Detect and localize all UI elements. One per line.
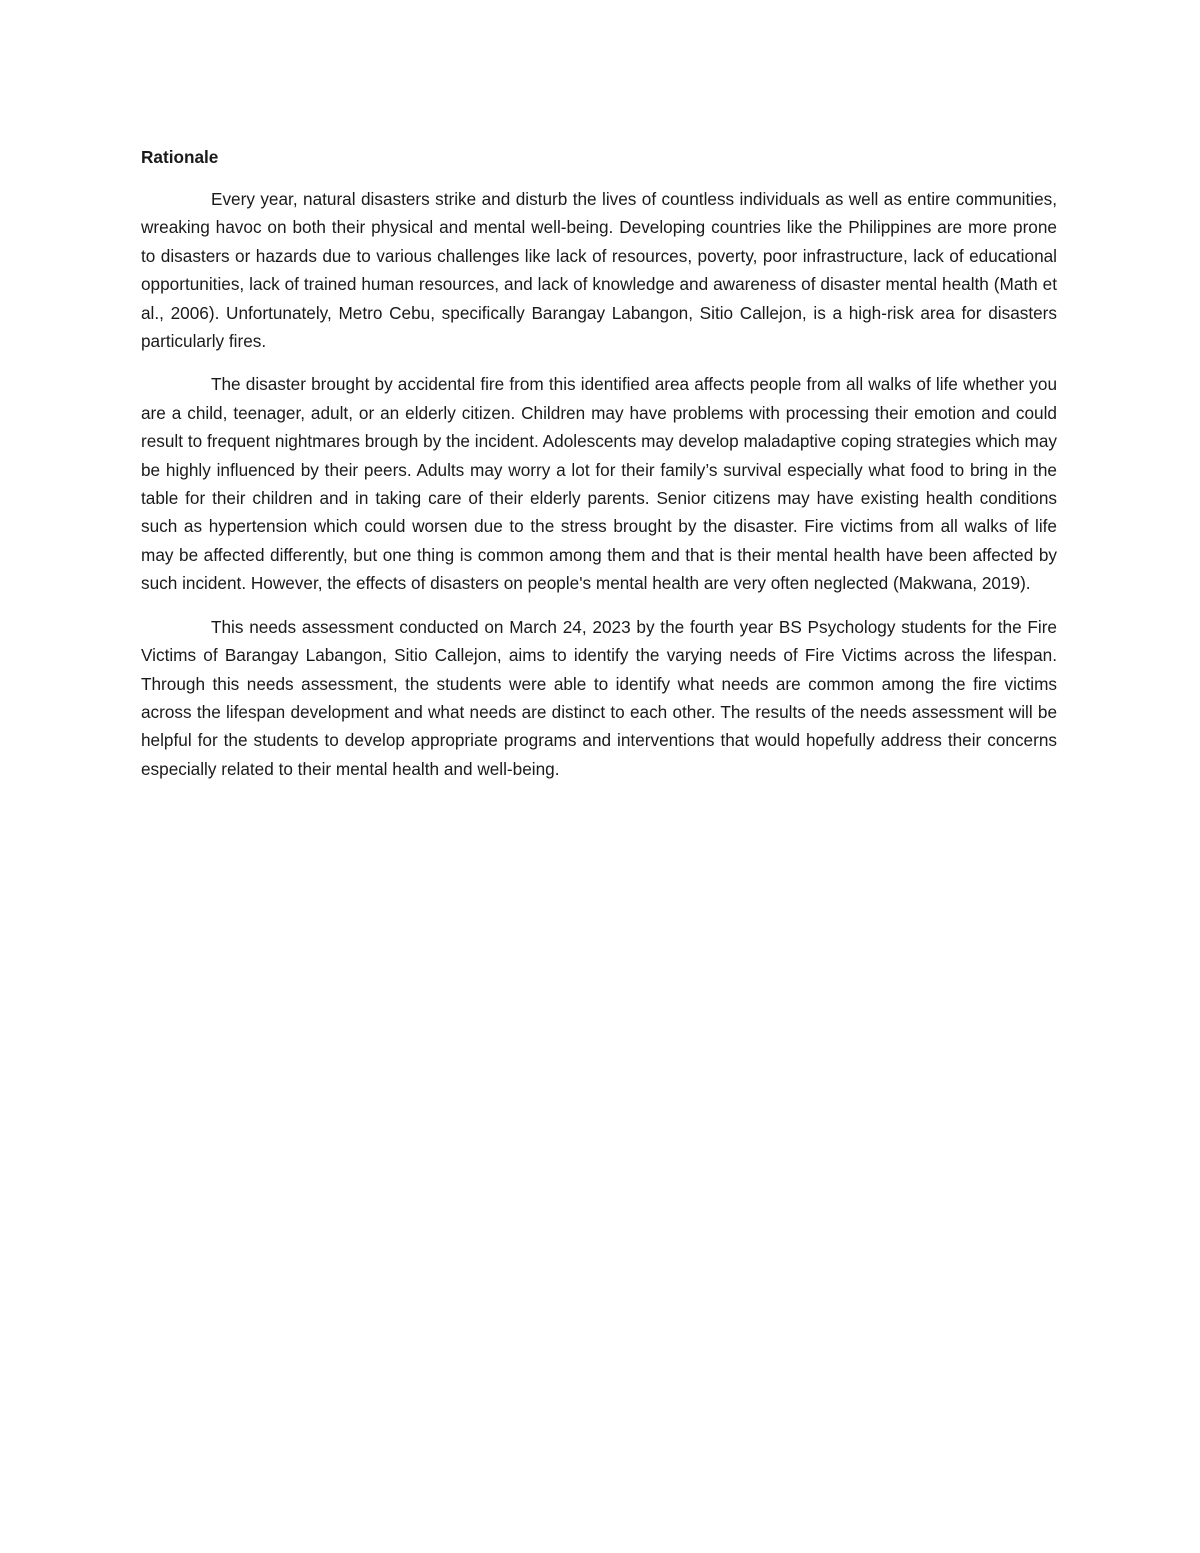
document-body <box>141 143 1057 798</box>
paragraph-3: This needs assessment conducted on March 24, 2023 by the fourth year BS Psychology students for the Fire Victims of Barangay Labangon, Sitio Callejon, aims to identify the varying needs of Fire Victims across the lifespan. Through this needs assessment, the students were able to identify what needs are common among the fire victims across the lifespan development and what needs are distinct to each other. The results of the needs assessment will be helpful for the students to develop appropriate programs and interventions that would hopefully address their concerns especially related to their mental health and well-being. <box>141 616 1057 779</box>
paragraph-1: Every year, natural disasters strike and disturb the lives of countless individuals as well as entire communities, wreaking havoc on both their physical and mental well-being. Developing countries like the Philippines are more prone to disasters or hazards due to various challenges like lack of resources, poverty, poor infrastructure, lack of educational opportunities, lack of trained human resources, and lack of knowledge and awareness of disaster mental health (Math et al., 2006). Unfortunately, Metro Cebu, specifically Barangay Labangon, Sitio Callejon, is a high-risk area for disasters particularly fires. <box>141 189 1057 352</box>
paragraph-2: The disaster brought by accidental fire from this identified area affects people from all walks of life whether you are a child, teenager, adult, or an elderly citizen. Children may have problems with processing their emotion and could result to frequent nightmares brough by the incident. Adolescents may develop maladaptive coping strategies which may be highly influenced by their peers. Adults may worry a lot for their family’s survival especially what food to bring in the table for their children and in taking care of their elderly parents. Senior citizens may have existing health conditions such as hypertension which could worsen due to the stress brought by the disaster. Fire victims from all walks of life may be affected differently, but one thing is common among them and that is their mental health have been affected by such incident. However, the effects of disasters on people's mental health are very often neglected (Makwana, 2019). <box>141 374 1057 594</box>
section-heading: Rationale <box>141 147 219 167</box>
